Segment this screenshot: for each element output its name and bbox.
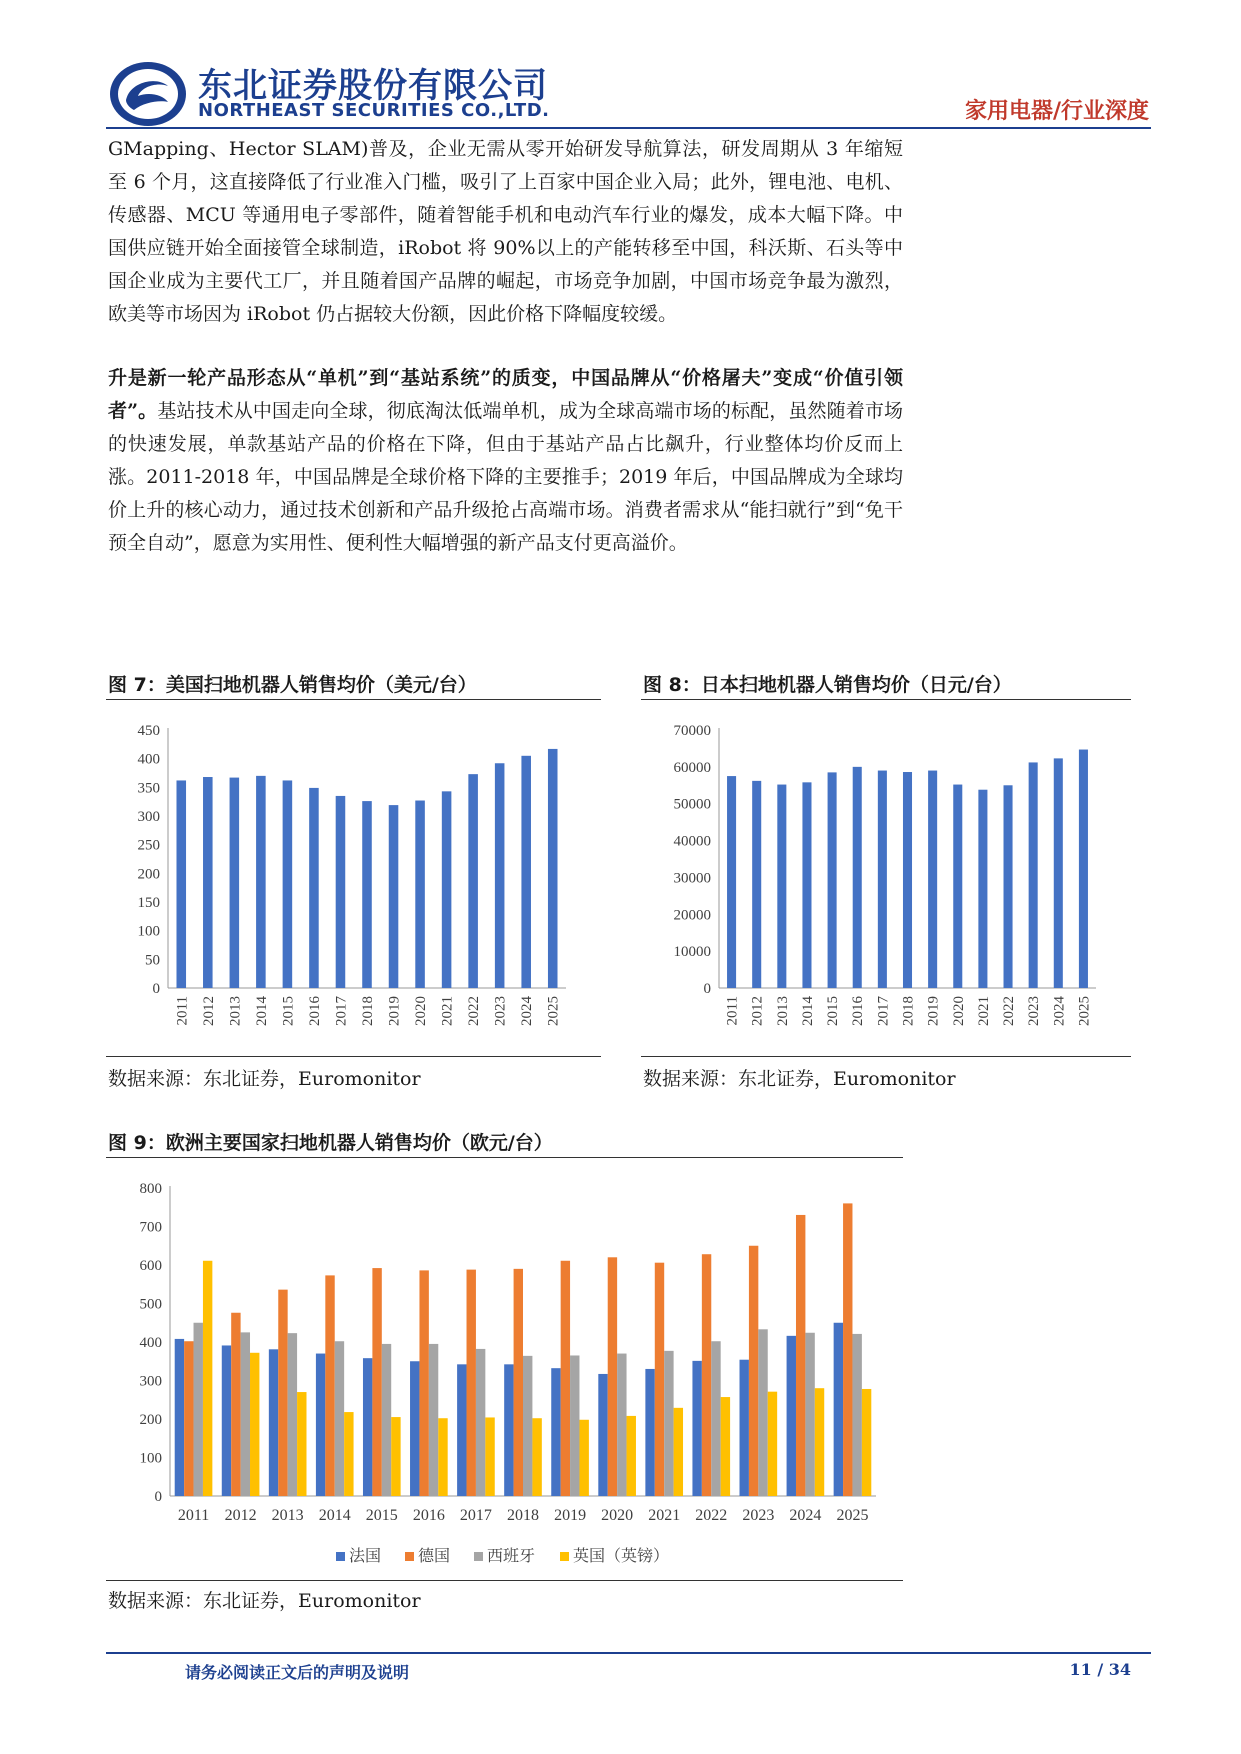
figure-9-bottom-rule bbox=[106, 1580, 903, 1581]
figure-8-title: 图 8：日本扫地机器人销售均价（日元/台） bbox=[643, 674, 1012, 696]
y-tick-label: 50000 bbox=[673, 796, 711, 813]
bar-西班牙-2025 bbox=[852, 1334, 861, 1496]
bar-value-2018 bbox=[362, 801, 372, 988]
header-divider bbox=[106, 127, 1151, 129]
y-tick-label: 100 bbox=[137, 923, 160, 940]
x-tick-label: 2020 bbox=[413, 996, 430, 1026]
bar-value-2024 bbox=[1054, 758, 1063, 988]
bar-德国-2016 bbox=[419, 1270, 428, 1496]
legend-swatch-英国（英镑） bbox=[560, 1552, 569, 1561]
bar-德国-2011 bbox=[184, 1341, 193, 1496]
bar-value-2016 bbox=[309, 788, 319, 988]
figure-9-title: 图 9：欧洲主要国家扫地机器人销售均价（欧元/台） bbox=[108, 1132, 553, 1154]
bar-value-2014 bbox=[256, 776, 266, 988]
y-tick-label: 250 bbox=[137, 837, 160, 854]
bar-value-2025 bbox=[548, 749, 558, 988]
bar-德国-2017 bbox=[467, 1270, 476, 1496]
x-tick-label: 2013 bbox=[227, 996, 244, 1026]
bar-英国（英镑）-2019 bbox=[579, 1420, 588, 1496]
y-tick-label: 150 bbox=[137, 895, 160, 911]
y-tick-label: 30000 bbox=[673, 870, 711, 887]
bar-德国-2014 bbox=[325, 1275, 334, 1496]
bar-value-2013 bbox=[230, 778, 240, 988]
x-tick-label: 2015 bbox=[365, 1507, 398, 1524]
bar-value-2024 bbox=[521, 756, 531, 988]
bar-德国-2012 bbox=[231, 1313, 240, 1496]
y-tick-label: 10000 bbox=[673, 944, 711, 961]
bar-英国（英镑）-2024 bbox=[815, 1388, 824, 1496]
bar-法国-2021 bbox=[645, 1369, 654, 1496]
bar-法国-2020 bbox=[598, 1374, 607, 1496]
y-tick-label: 0 bbox=[703, 981, 711, 997]
figure-8-chart bbox=[641, 705, 1131, 1050]
bar-西班牙-2017 bbox=[476, 1349, 485, 1496]
x-tick-label: 2016 bbox=[850, 996, 867, 1026]
x-tick-label: 2021 bbox=[648, 1507, 681, 1524]
bar-value-2021 bbox=[978, 790, 987, 988]
x-tick-label: 2016 bbox=[306, 996, 323, 1026]
bar-英国（英镑）-2025 bbox=[862, 1389, 871, 1496]
y-tick-label: 300 bbox=[139, 1373, 162, 1390]
bar-value-2015 bbox=[828, 772, 837, 988]
y-tick-label: 70000 bbox=[673, 723, 711, 739]
bar-法国-2011 bbox=[175, 1339, 184, 1496]
figure-8-top-rule bbox=[641, 699, 1131, 700]
bar-value-2012 bbox=[752, 781, 761, 988]
bar-西班牙-2015 bbox=[382, 1344, 391, 1496]
bar-法国-2014 bbox=[316, 1354, 325, 1496]
bar-value-2021 bbox=[442, 791, 452, 988]
x-tick-label: 2016 bbox=[412, 1507, 445, 1524]
y-tick-label: 20000 bbox=[673, 907, 711, 924]
bar-法国-2025 bbox=[834, 1323, 843, 1496]
x-tick-label: 2015 bbox=[280, 996, 297, 1026]
bar-德国-2020 bbox=[608, 1257, 617, 1496]
bar-西班牙-2016 bbox=[429, 1344, 438, 1496]
figure-7-source: 数据来源：东北证券，Euromonitor bbox=[108, 1068, 421, 1090]
figure-9-source: 数据来源：东北证券，Euromonitor bbox=[108, 1590, 421, 1612]
y-tick-label: 400 bbox=[139, 1335, 162, 1351]
bar-英国（英镑）-2017 bbox=[485, 1417, 494, 1496]
figure-8-bottom-rule bbox=[641, 1056, 1131, 1057]
bar-法国-2013 bbox=[269, 1349, 278, 1496]
bar-德国-2021 bbox=[655, 1263, 664, 1496]
bar-西班牙-2023 bbox=[758, 1329, 767, 1496]
bar-value-2023 bbox=[495, 763, 505, 988]
bar-西班牙-2018 bbox=[523, 1356, 532, 1496]
x-tick-label: 2025 bbox=[1076, 996, 1093, 1026]
bar-英国（英镑）-2018 bbox=[532, 1418, 541, 1496]
bar-法国-2022 bbox=[692, 1361, 701, 1496]
x-tick-label: 2018 bbox=[507, 1507, 539, 1524]
x-tick-label: 2019 bbox=[386, 996, 403, 1026]
y-tick-label: 200 bbox=[139, 1412, 162, 1428]
x-tick-label: 2014 bbox=[318, 1507, 351, 1524]
bar-value-2016 bbox=[853, 767, 862, 988]
bar-西班牙-2013 bbox=[288, 1333, 297, 1496]
x-tick-label: 2019 bbox=[554, 1507, 587, 1524]
x-tick-label: 2021 bbox=[439, 996, 456, 1026]
x-tick-label: 2017 bbox=[459, 1507, 492, 1524]
bar-德国-2013 bbox=[278, 1290, 287, 1496]
bar-value-2020 bbox=[953, 785, 962, 988]
legend-swatch-法国 bbox=[336, 1552, 345, 1561]
bar-德国-2018 bbox=[514, 1269, 523, 1496]
figure-7-bottom-rule bbox=[106, 1056, 601, 1057]
bar-英国（英镑）-2012 bbox=[250, 1353, 259, 1496]
body-paragraph-2 bbox=[108, 362, 903, 560]
y-tick-label: 300 bbox=[137, 809, 160, 825]
bar-西班牙-2020 bbox=[617, 1354, 626, 1496]
bar-德国-2015 bbox=[372, 1268, 381, 1496]
figure-7-top-rule bbox=[106, 699, 601, 700]
figure-8-source: 数据来源：东北证券，Euromonitor bbox=[643, 1068, 956, 1090]
x-tick-label: 2022 bbox=[695, 1507, 728, 1524]
x-tick-label: 2021 bbox=[975, 996, 992, 1026]
bar-西班牙-2019 bbox=[570, 1355, 579, 1496]
bar-西班牙-2024 bbox=[805, 1333, 814, 1496]
bar-法国-2023 bbox=[740, 1360, 749, 1496]
x-tick-label: 2023 bbox=[492, 996, 509, 1026]
bar-英国（英镑）-2013 bbox=[297, 1392, 306, 1496]
y-tick-label: 350 bbox=[137, 780, 160, 797]
bar-法国-2024 bbox=[787, 1336, 796, 1496]
bar-法国-2016 bbox=[410, 1361, 419, 1496]
x-tick-label: 2023 bbox=[1026, 996, 1043, 1026]
bar-法国-2012 bbox=[222, 1345, 231, 1496]
bar-西班牙-2011 bbox=[194, 1323, 203, 1496]
bar-英国（英镑）-2011 bbox=[203, 1261, 212, 1496]
y-tick-label: 100 bbox=[139, 1450, 162, 1467]
x-tick-label: 2017 bbox=[333, 996, 350, 1026]
x-tick-label: 2015 bbox=[825, 996, 842, 1026]
x-tick-label: 2011 bbox=[174, 996, 191, 1026]
legend-label-法国: 法国 bbox=[349, 1548, 382, 1565]
x-tick-label: 2024 bbox=[519, 996, 536, 1026]
bar-value-2020 bbox=[415, 801, 425, 988]
bar-value-2018 bbox=[903, 772, 912, 988]
bar-value-2019 bbox=[928, 771, 937, 988]
y-tick-label: 0 bbox=[152, 981, 160, 997]
section-tag: 家用电器/行业深度 bbox=[964, 99, 1149, 124]
x-tick-label: 2012 bbox=[749, 996, 766, 1026]
footer-divider bbox=[106, 1652, 1151, 1654]
y-tick-label: 200 bbox=[137, 866, 160, 883]
x-tick-label: 2014 bbox=[799, 996, 816, 1026]
x-tick-label: 2013 bbox=[271, 1507, 304, 1524]
legend-swatch-西班牙 bbox=[474, 1552, 483, 1561]
bar-英国（英镑）-2014 bbox=[344, 1412, 353, 1496]
x-tick-label: 2020 bbox=[950, 996, 967, 1026]
figure-9-chart bbox=[106, 1163, 903, 1573]
bar-value-2012 bbox=[203, 777, 213, 988]
bar-value-2025 bbox=[1079, 750, 1088, 988]
x-tick-label: 2018 bbox=[900, 996, 917, 1026]
bar-value-2017 bbox=[336, 796, 346, 988]
paragraph-2-lead: 升是新一轮产品形态从“单机”到“基站系统”的质变，中国品牌从“价格屠夫”变成“价值引领者”。 bbox=[108, 367, 903, 422]
bar-value-2017 bbox=[878, 771, 887, 988]
page-number: 11 / 34 bbox=[1069, 1660, 1131, 1679]
figure-7-title: 图 7：美国扫地机器人销售均价（美元/台） bbox=[108, 674, 477, 696]
bar-德国-2024 bbox=[796, 1215, 805, 1496]
northeast-securities-logo-icon bbox=[108, 60, 188, 128]
x-tick-label: 2025 bbox=[836, 1507, 869, 1524]
bar-英国（英镑）-2023 bbox=[768, 1392, 777, 1496]
x-tick-label: 2017 bbox=[875, 996, 892, 1026]
x-tick-label: 2022 bbox=[466, 996, 483, 1026]
bar-德国-2023 bbox=[749, 1246, 758, 1496]
footer-disclaimer: 请务必阅读正文后的声明及说明 bbox=[185, 1663, 410, 1682]
bar-德国-2019 bbox=[561, 1261, 570, 1496]
x-tick-label: 2023 bbox=[742, 1507, 775, 1524]
bar-英国（英镑）-2022 bbox=[721, 1397, 730, 1496]
body-paragraph-1: GMapping、Hector SLAM)普及，企业无需从零开始研发导航算法，研发周期从 3 年缩短至 6 个月，这直接降低了行业准入门槛，吸引了上百家中国企业入局；此外，锂电池、电机、传感器、MCU 等通用电子零部件，随着智能手机和电动汽车行业的爆发，成本大幅下降。中国供应链开始全面接管全球制造，iRobot 将 90%以上的产能转移至中国，科沃斯、石头等中国企业成为主要代工厂，并且随着国产品牌的崛起，市场竞争加剧，中国市场竞争最为激烈，欧美等市场因为 iRobot 仍占据较大份额，因此价格下降幅度较缓。 bbox=[108, 138, 903, 325]
bar-英国（英镑）-2020 bbox=[627, 1416, 636, 1496]
bar-德国-2022 bbox=[702, 1254, 711, 1496]
paragraph-2-text: 基站技术从中国走向全球，彻底淘汰低端单机，成为全球高端市场的标配，虽然随着市场的快速发展，单款基站产品的价格在下降，但由于基站产品占比飙升，行业整体均价反而上涨。2011-2018 年，中国品牌是全球价格下降的主要推手；2019 年后，中国品牌成为全球均价上升的核心动力，通过技术创新和产品升级抢占高端市场。消费者需求从“能扫就行”到“免干预全自动”，愿意为实用性、便利性大幅增强的新产品支付更高溢价。 bbox=[108, 400, 903, 554]
x-tick-label: 2012 bbox=[224, 1507, 257, 1524]
company-name-cn: 东北证券股份有限公司 bbox=[198, 66, 548, 106]
x-tick-label: 2022 bbox=[1001, 996, 1018, 1026]
y-tick-label: 40000 bbox=[673, 833, 711, 850]
page-header bbox=[0, 0, 1241, 135]
figure-7-chart bbox=[106, 705, 601, 1050]
bar-西班牙-2022 bbox=[711, 1341, 720, 1496]
x-tick-label: 2020 bbox=[601, 1507, 634, 1524]
bar-value-2011 bbox=[727, 776, 736, 988]
bar-value-2015 bbox=[283, 780, 293, 988]
bar-法国-2017 bbox=[457, 1364, 466, 1496]
legend-label-西班牙: 西班牙 bbox=[487, 1548, 536, 1565]
bar-西班牙-2014 bbox=[335, 1341, 344, 1496]
bar-value-2019 bbox=[389, 805, 399, 988]
y-tick-label: 800 bbox=[139, 1181, 162, 1197]
y-tick-label: 400 bbox=[137, 751, 160, 768]
bar-法国-2019 bbox=[551, 1368, 560, 1496]
y-tick-label: 50 bbox=[145, 952, 160, 969]
bar-英国（英镑）-2015 bbox=[391, 1417, 400, 1496]
bar-法国-2015 bbox=[363, 1358, 372, 1496]
x-tick-label: 2019 bbox=[925, 996, 942, 1026]
bar-西班牙-2012 bbox=[241, 1332, 250, 1496]
x-tick-label: 2024 bbox=[789, 1507, 822, 1524]
legend-label-英国（英镑）: 英国（英镑） bbox=[573, 1548, 670, 1565]
bar-英国（英镑）-2016 bbox=[438, 1418, 447, 1496]
x-tick-label: 2018 bbox=[360, 996, 376, 1026]
legend-label-德国: 德国 bbox=[418, 1548, 451, 1565]
y-tick-label: 700 bbox=[139, 1219, 162, 1236]
bar-value-2022 bbox=[1004, 785, 1013, 988]
bar-西班牙-2021 bbox=[664, 1351, 673, 1496]
x-tick-label: 2012 bbox=[200, 996, 217, 1026]
bar-value-2014 bbox=[802, 782, 811, 988]
bar-法国-2018 bbox=[504, 1364, 513, 1496]
x-tick-label: 2013 bbox=[774, 996, 791, 1026]
y-tick-label: 600 bbox=[139, 1258, 162, 1274]
y-tick-label: 60000 bbox=[673, 759, 711, 776]
bar-value-2022 bbox=[468, 774, 478, 988]
y-tick-label: 500 bbox=[139, 1296, 162, 1313]
figure-9-top-rule bbox=[106, 1157, 903, 1158]
bar-德国-2025 bbox=[843, 1203, 852, 1496]
legend-swatch-德国 bbox=[405, 1552, 414, 1561]
company-name-en: NORTHEAST SECURITIES CO.,LTD. bbox=[198, 100, 550, 121]
y-tick-label: 450 bbox=[137, 723, 160, 739]
x-tick-label: 2011 bbox=[724, 996, 741, 1026]
bar-英国（英镑）-2021 bbox=[674, 1408, 683, 1496]
x-tick-label: 2011 bbox=[177, 1507, 210, 1524]
x-tick-label: 2014 bbox=[253, 996, 270, 1026]
x-tick-label: 2025 bbox=[545, 996, 562, 1026]
x-tick-label: 2024 bbox=[1051, 996, 1068, 1026]
y-tick-label: 0 bbox=[154, 1489, 162, 1505]
bar-value-2011 bbox=[176, 780, 186, 988]
bar-value-2013 bbox=[777, 785, 786, 988]
bar-value-2023 bbox=[1029, 762, 1038, 988]
